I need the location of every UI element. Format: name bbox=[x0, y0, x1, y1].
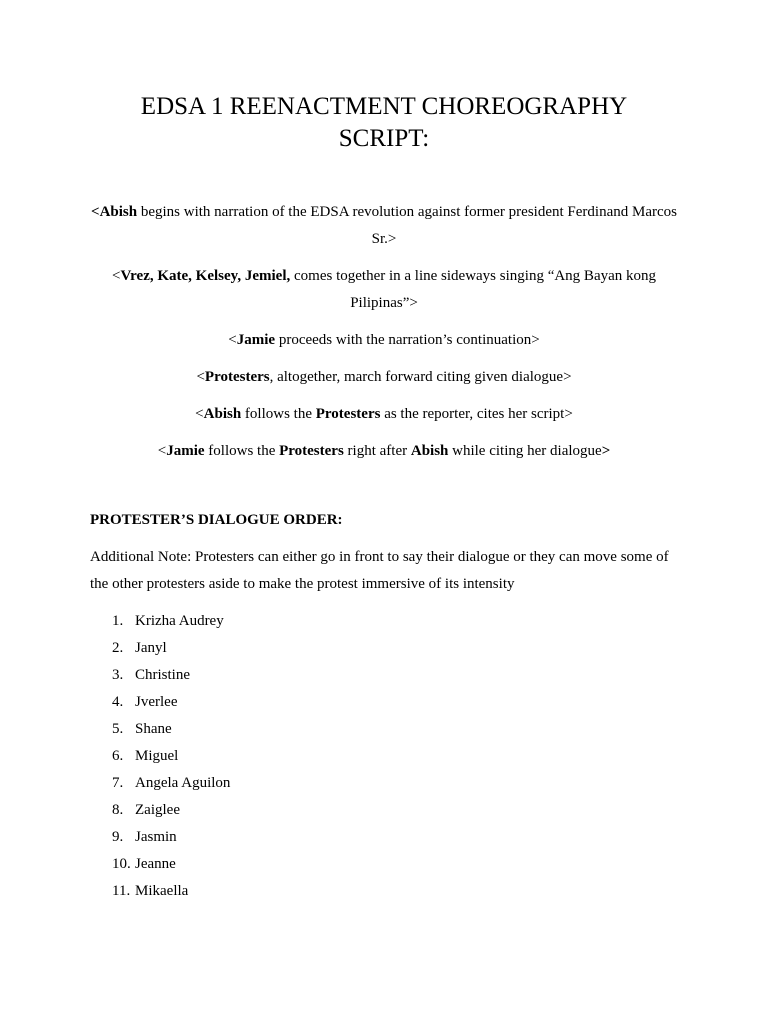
list-number: 9. bbox=[112, 829, 124, 845]
direction-run: < bbox=[196, 369, 205, 385]
dialogue-order-list bbox=[90, 608, 678, 905]
stage-directions bbox=[90, 199, 678, 465]
direction-run: Protesters bbox=[315, 406, 381, 422]
list-number: 1. bbox=[112, 613, 124, 629]
list-name: Angela Aguilon bbox=[135, 775, 231, 791]
list-item bbox=[90, 743, 678, 770]
stage-direction bbox=[90, 401, 678, 428]
list-item bbox=[90, 608, 678, 635]
direction-run: < bbox=[228, 332, 237, 348]
direction-run: Vrez, Kate, Kelsey, Jemiel, bbox=[120, 268, 291, 284]
direction-run: < bbox=[195, 406, 204, 422]
list-item bbox=[90, 770, 678, 797]
list-number: 4. bbox=[112, 694, 124, 710]
direction-run: Protesters bbox=[279, 443, 344, 459]
stage-direction bbox=[90, 327, 678, 354]
list-item bbox=[90, 797, 678, 824]
list-number: 10. bbox=[112, 856, 131, 872]
title-line-2: SCRIPT: bbox=[338, 125, 430, 152]
title-line-1: EDSA 1 REENACTMENT CHOREOGRAPHY bbox=[140, 93, 628, 120]
dialogue-order-heading: PROTESTER’S DIALOGUE ORDER: bbox=[90, 512, 343, 528]
direction-run: Jamie bbox=[166, 443, 205, 459]
list-item bbox=[90, 635, 678, 662]
list-number: 5. bbox=[112, 721, 124, 737]
list-name: Christine bbox=[135, 667, 190, 683]
list-name: Zaiglee bbox=[135, 802, 180, 818]
document-title bbox=[90, 91, 678, 155]
list-name: Shane bbox=[135, 721, 172, 737]
list-number: 11. bbox=[112, 883, 131, 899]
list-number: 7. bbox=[112, 775, 124, 791]
direction-run: follows the bbox=[241, 406, 316, 422]
list-number: 3. bbox=[112, 667, 124, 683]
stage-direction bbox=[90, 263, 678, 317]
list-item bbox=[90, 824, 678, 851]
direction-run: begins with narration of the EDSA revolution against former president Ferdinand Marcos Sr.> bbox=[137, 204, 677, 247]
list-number: 2. bbox=[112, 640, 124, 656]
direction-run: < bbox=[111, 268, 121, 284]
list-item bbox=[90, 662, 678, 689]
stage-direction bbox=[90, 438, 678, 465]
list-name: Krizha Audrey bbox=[135, 613, 224, 629]
direction-run: > bbox=[601, 443, 611, 459]
list-item bbox=[90, 851, 678, 878]
list-item bbox=[90, 878, 678, 905]
direction-run: <Abish bbox=[91, 204, 138, 220]
direction-run: Jamie bbox=[236, 332, 276, 348]
direction-run: Protesters bbox=[204, 369, 270, 385]
direction-run: proceeds with the narration’s continuation> bbox=[275, 332, 540, 348]
direction-run: while citing her dialogue bbox=[448, 443, 602, 459]
stage-direction bbox=[90, 364, 678, 391]
direction-run: , altogether, march forward citing given dialogue> bbox=[269, 369, 572, 385]
direction-run: as the reporter, cites her script> bbox=[380, 406, 573, 422]
direction-run: Abish bbox=[203, 406, 242, 422]
direction-run: comes together in a line sideways singing “Ang Bayan kong Pilipinas”> bbox=[290, 268, 657, 311]
list-name: Jverlee bbox=[135, 694, 178, 710]
list-item bbox=[90, 689, 678, 716]
direction-run: Abish bbox=[410, 443, 449, 459]
direction-run: right after bbox=[343, 443, 411, 459]
list-name: Jeanne bbox=[135, 856, 176, 872]
list-name: Janyl bbox=[135, 640, 167, 656]
list-item bbox=[90, 716, 678, 743]
list-name: Jasmin bbox=[135, 829, 177, 845]
direction-run: < bbox=[157, 443, 167, 459]
list-number: 6. bbox=[112, 748, 124, 764]
list-name: Mikaella bbox=[135, 883, 189, 899]
direction-run: follows the bbox=[204, 443, 280, 459]
additional-note: Additional Note: Protesters can either go in front to say their dialogue or they can move some of the other protesters aside to make the protest immersive of its intensity bbox=[90, 549, 669, 592]
stage-direction bbox=[90, 199, 678, 253]
list-name: Miguel bbox=[135, 748, 179, 764]
list-number: 8. bbox=[112, 802, 124, 818]
